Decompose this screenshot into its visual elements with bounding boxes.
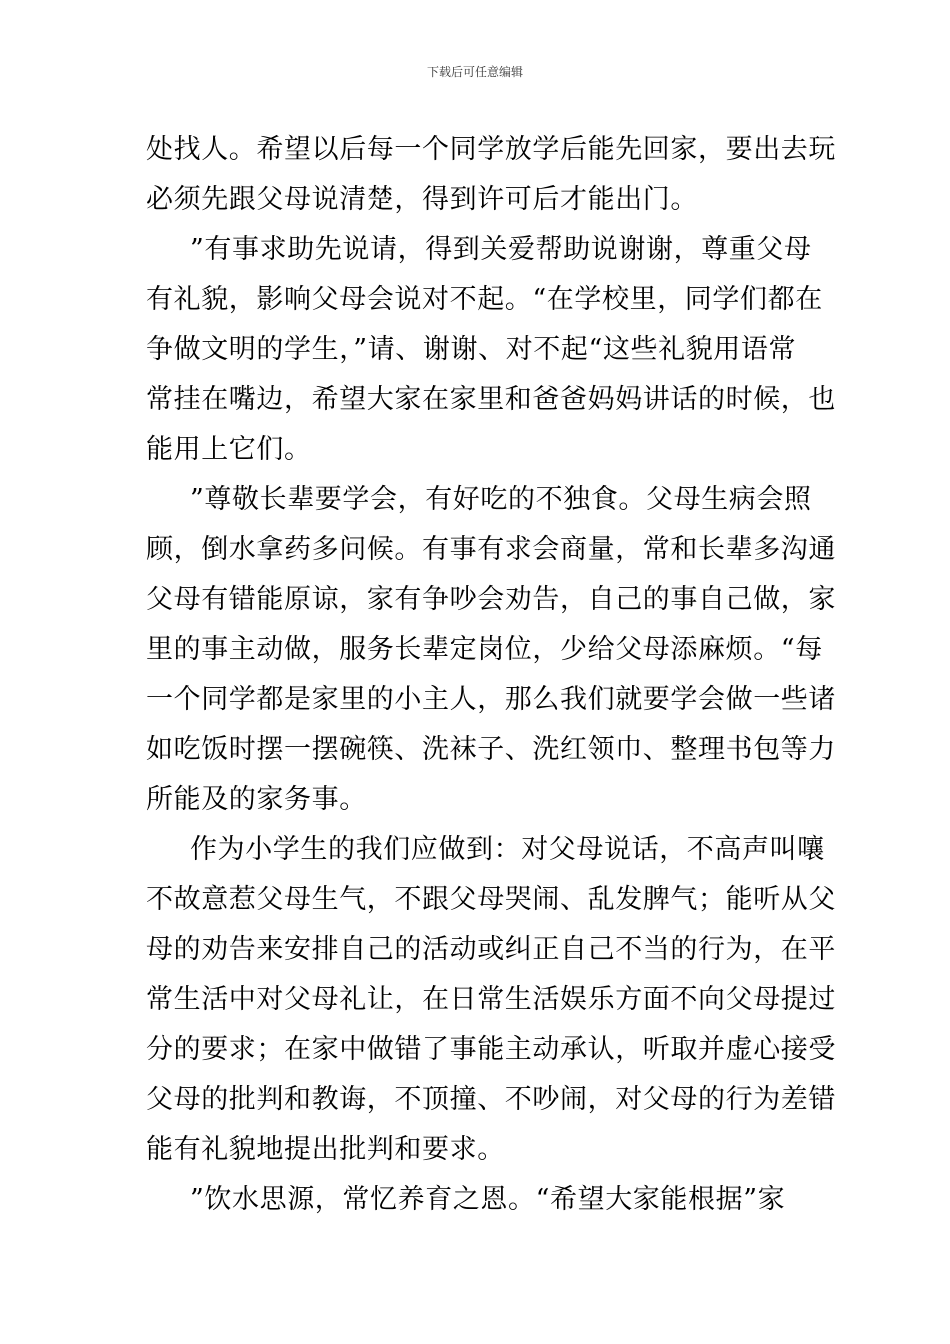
text-line: ”饮水思源，常忆养育之恩。“希望大家能根据”家: [190, 1184, 786, 1215]
text-line: 作为小学生的我们应做到：对父母说话，不高声叫嚷: [190, 834, 825, 865]
text-line: 常生活中对父母礼让，在日常生活娱乐方面不向父母提过: [146, 984, 836, 1015]
text-line: 如吃饭时摆一摆碗筷、洗袜子、洗红领巾、整理书包等力: [146, 734, 836, 765]
text-line: 里的事主动做，服务长辈定岗位，少给父母添麻烦。“每: [146, 634, 823, 665]
text-line: 一个同学都是家里的小主人，那么我们就要学会做一些诸: [146, 684, 836, 715]
text-line: 争做文明的学生，”请、谢谢、对不起“这些礼貌用语常: [146, 334, 797, 365]
text-line: 不故意惹父母生气，不跟父母哭闹、乱发脾气；能听从父: [146, 884, 836, 915]
text-line: 能用上它们。: [146, 434, 312, 465]
text-line: 父母的批判和教诲，不顶撞、不吵闹，对父母的行为差错: [146, 1084, 836, 1115]
text-line: 母的劝告来安排自己的活动或纠正自己不当的行为，在平: [146, 934, 836, 965]
text-line: ”尊敬长辈要学会，有好吃的不独食。父母生病会照: [190, 484, 812, 515]
text-line: 有礼貌，影响父母会说对不起。“在学校里，同学们都在: [146, 284, 823, 315]
document-body: [146, 125, 836, 1225]
page-header: 下载后可任意编辑: [426, 65, 523, 79]
text-line: 处找人。希望以后每一个同学放学后能先回家，要出去玩: [146, 134, 836, 165]
text-line: ”有事求助先说请，得到关爱帮助说谢谢，尊重父母: [190, 234, 812, 265]
text-line: 必须先跟父母说清楚，得到许可后才能出门。: [146, 184, 698, 215]
text-line: 常挂在嘴边，希望大家在家里和爸爸妈妈讲话的时候，也: [146, 384, 836, 415]
text-line: 父母有错能原谅，家有争吵会劝告，自己的事自己做，家: [146, 584, 836, 615]
text-line: 能有礼貌地提出批判和要求。: [146, 1134, 505, 1165]
text-line: 顾，倒水拿药多问候。有事有求会商量，常和长辈多沟通: [146, 534, 836, 565]
text-line: 所能及的家务事。: [146, 784, 367, 815]
text-line: 分的要求；在家中做错了事能主动承认，听取并虚心接受: [146, 1034, 836, 1065]
